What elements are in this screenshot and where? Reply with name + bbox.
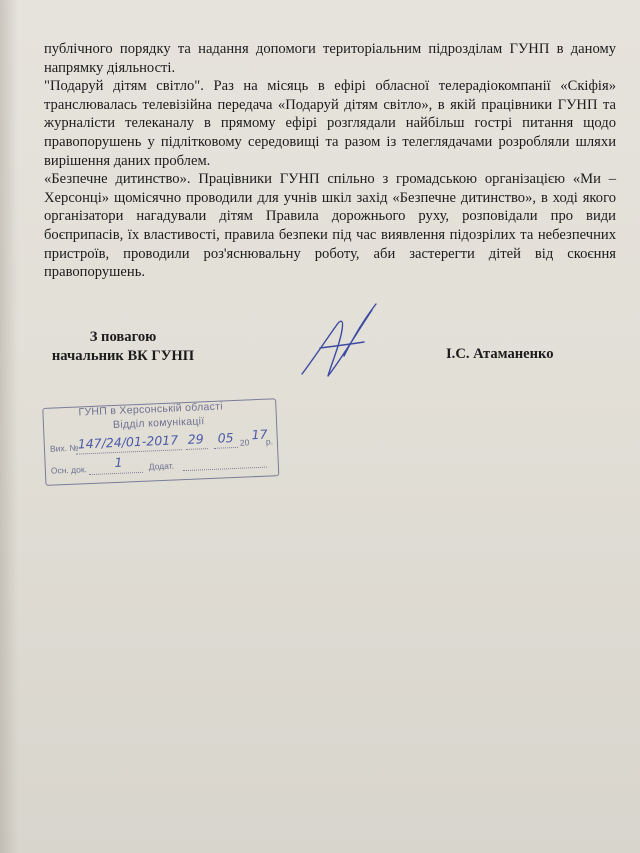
stamp-out-label: Вих. № (49, 442, 79, 454)
closing-position: начальник ВК ГУНП (51, 347, 195, 364)
handwritten-signature (292, 296, 392, 386)
stamp-year-label: р. (265, 436, 274, 447)
registration-stamp (42, 392, 281, 486)
stamp-out-number: 147/24/01-2017 (77, 432, 179, 452)
stamp-out-month: 05 (217, 430, 234, 446)
paragraph-3: «Безпечне дитинство». Працівники ГУНП спільно з громадською організацією «Ми – Херсонці» щомісячно проводили для учнів шкіл захід «Безпечне дитинство», в ході якого організатори нагадували дітям Правила дорожнього руху, розповідали про види боєприпасів, їх властивості, правила безпеки під час виявлення підозрілих та небезпечних пристроїв, проводили роз'яснювальну роботу, аби застерегти дітей від скоєння правопорушень. (44, 171, 616, 281)
stamp-basis-label: Осн. док. (50, 464, 88, 476)
stamp-out-day: 29 (187, 431, 204, 447)
stamp-line-2: Відділ комунікації (112, 415, 205, 432)
stamp-year-prefix: 20 (239, 437, 250, 448)
closing-greeting: З повагою (89, 329, 157, 345)
stamp-attach-label: Додат. (148, 460, 175, 472)
closing-block (48, 328, 198, 365)
stamp-line-1: ГУНП в Херсонській області (78, 400, 224, 419)
stamp-year-suffix: 17 (251, 426, 268, 443)
document-body (44, 40, 616, 282)
stamp-basis-value: 1 (114, 454, 123, 471)
paragraph-1: публічного порядку та надання допомоги територіальним підрозділам ГУНП в даному напрямку діяльності. (44, 41, 616, 76)
paragraph-2: "Подаруй дітям світло". Раз на місяць в ефірі обласної телерадіокомпанії «Скіфія» транслювалась телевізійна передача «Подаруй дітям світло», в якій працівники ГУНП та журналісти телеканалу в прямому ефірі розглядали найбільш гострі питання щодо правопорушень у підлітковому середовищі та разом із телеглядачами розробляли шляхи вирішення даних проблем. (44, 78, 616, 169)
signer-name: І.С. Атаманенко (446, 346, 554, 362)
page-shadow (0, 0, 18, 853)
